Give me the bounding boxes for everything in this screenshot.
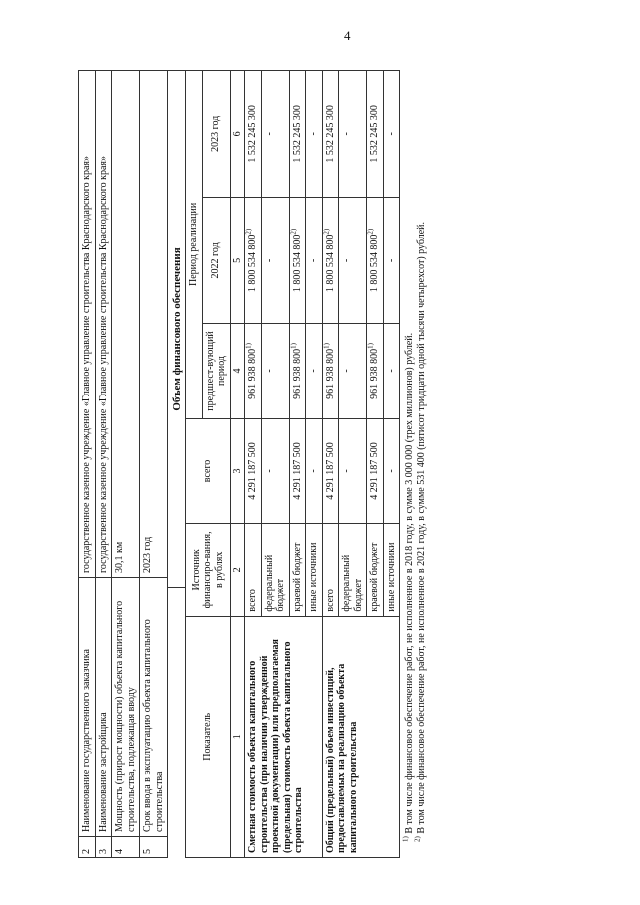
amount-value: - (263, 469, 275, 473)
amount-value: - (341, 369, 352, 373)
amount-value: - (385, 258, 397, 263)
amount-value: 1 532 245 300 (324, 105, 336, 163)
amount-value: - (308, 469, 319, 473)
amount-y2023 (383, 71, 400, 198)
amount-value: 1 532 245 300 (247, 105, 258, 163)
amount-y2023 (245, 71, 262, 198)
footnote-text: В том числе финансовое обеспечение работ, не исполненное в 2021 году, в сумме 531 400 (пятисот тридцати одной тысячи четырехсот) рублей. (416, 221, 427, 834)
amount-y2022 (289, 197, 306, 324)
amount-prev (245, 324, 262, 419)
amount-prev (367, 324, 384, 419)
amount-value: - (385, 469, 397, 473)
header-source: Источник финансиро-вания, в рублях (186, 524, 231, 617)
indicator-name: Общий (предельный) объем инвестиций, предоставляемых на реализацию объекта капитального строительства (322, 616, 400, 857)
amount-value: - (263, 369, 275, 373)
info-n: 5 (140, 837, 168, 858)
info-row (95, 71, 112, 858)
amount-value: 4 291 187 500 (291, 442, 303, 500)
amount-y2023 (322, 71, 339, 198)
info-row (112, 71, 140, 858)
info-value: 2023 год (140, 71, 168, 578)
amount-y2023 (261, 71, 289, 198)
amount-value: 1 800 534 800 (247, 234, 258, 293)
amount-value: 1 800 534 800 (291, 234, 303, 293)
amount-y2022 (322, 197, 339, 324)
footnote-mark: 1) (401, 836, 410, 842)
amount-value: - (308, 369, 319, 373)
funding-source: всего (322, 524, 339, 617)
info-label: Срок ввода в эксплуатацию объекта капитального строительства (140, 578, 168, 837)
amount-prev (322, 324, 339, 419)
amount-value: 4 291 187 500 (247, 442, 258, 500)
amount-value: - (385, 132, 397, 136)
header-period: Период реализации (186, 71, 203, 419)
amount-value: 961 938 800 (324, 348, 336, 399)
amount-prev (306, 324, 323, 419)
footnote-ref: 2) (366, 228, 375, 235)
footnote-ref: 2) (322, 228, 331, 235)
funding-source: краевой бюджет (289, 524, 306, 617)
amount-total (339, 418, 367, 523)
funding-source: всего (245, 524, 262, 617)
footnote-ref: 1) (244, 343, 253, 349)
amount-value: - (263, 258, 275, 263)
info-row (79, 71, 96, 858)
column-index: 3 (230, 418, 245, 523)
footnote-ref: 1) (366, 343, 375, 349)
column-index: 2 (230, 524, 245, 617)
indicator-name: Сметная стоимость объекта капитального строительства (при наличии утвержденной проектной документации) или предполагаемая (предельная) стоимость объекта капитального строительства (245, 616, 323, 857)
column-index: 4 (230, 324, 245, 419)
amount-value: 1 532 245 300 (369, 105, 380, 163)
header-2022: 2022 год (202, 197, 230, 324)
footnote-text: В том числе финансовое обеспечение работ, не исполненное в 2018 году, в сумме 3 000 000 (трех миллионов) рублей. (404, 332, 415, 834)
info-value: государственное казенное учреждение «Главное управление строительства Краснодарского края» (79, 71, 96, 578)
amount-value: 1 800 534 800 (369, 234, 380, 293)
amount-total (322, 418, 339, 523)
column-index: 5 (230, 197, 245, 324)
amount-value: - (385, 369, 397, 373)
amount-value: - (308, 132, 319, 136)
info-n: 4 (112, 837, 140, 858)
info-n: 3 (95, 837, 112, 858)
amount-y2022 (339, 197, 367, 324)
amount-value: 1 800 534 800 (324, 234, 336, 293)
project-info-table (78, 70, 168, 858)
header-prev-period: предшест-вующий период (202, 324, 230, 419)
amount-y2023 (289, 71, 306, 198)
info-n: 2 (79, 837, 96, 858)
header-2023: 2023 год (202, 71, 230, 198)
finance-table (185, 70, 400, 858)
amount-prev (339, 324, 367, 419)
amount-y2023 (367, 71, 384, 198)
amount-y2022 (261, 197, 289, 324)
footnote-ref: 1) (322, 343, 331, 349)
amount-value: 961 938 800 (369, 348, 380, 399)
column-index: 1 (230, 616, 245, 857)
funding-source: федеральный бюджет (261, 524, 289, 617)
amount-value: 1 532 245 300 (291, 105, 303, 163)
amount-total (383, 418, 400, 523)
amount-value: - (341, 258, 352, 263)
footnote (413, 70, 428, 856)
info-label: Наименование застройщика (95, 578, 112, 837)
info-label: Наименование государственного заказчика (79, 578, 96, 837)
amount-y2022 (306, 197, 323, 324)
amount-value: - (263, 132, 275, 136)
amount-value: 961 938 800 (291, 348, 303, 399)
amount-y2022 (245, 197, 262, 324)
info-row (140, 71, 168, 858)
amount-total (261, 418, 289, 523)
footnote-mark: 2) (413, 836, 422, 842)
info-value: 30,1 км (112, 71, 140, 578)
amount-y2022 (367, 197, 384, 324)
amount-total (245, 418, 262, 523)
amount-y2022 (383, 197, 400, 324)
funding-source: иные источники (306, 524, 323, 617)
amount-y2023 (339, 71, 367, 198)
amount-value: 4 291 187 500 (324, 442, 336, 500)
header-total: всего (186, 418, 231, 523)
page-number: 4 (344, 28, 351, 43)
amount-value: - (341, 469, 352, 473)
amount-value: 4 291 187 500 (369, 442, 380, 500)
table-row (322, 71, 339, 858)
column-index: 6 (230, 71, 245, 198)
funding-source: иные источники (383, 524, 400, 617)
amount-prev (383, 324, 400, 419)
amount-total (289, 418, 306, 523)
footnote-ref: 2) (244, 228, 253, 235)
amount-total (367, 418, 384, 523)
amount-prev (261, 324, 289, 419)
funding-source: краевой бюджет (367, 524, 384, 617)
header-indicator: Показатель (186, 616, 231, 857)
footnote (401, 70, 416, 856)
info-label: Мощность (прирост мощности) объекта капитального строительства, подлежащая вводу (112, 578, 140, 837)
footnote-ref: 2) (289, 228, 298, 235)
amount-value: - (308, 258, 319, 263)
table-row (245, 71, 262, 858)
funding-source: федеральный бюджет (339, 524, 367, 617)
amount-prev (289, 324, 306, 419)
amount-value: 961 938 800 (247, 348, 258, 399)
amount-total (306, 418, 323, 523)
finance-caption: Объем финансового обеспечения (168, 70, 185, 588)
info-value: государственное казенное учреждение «Главное управление строительства Краснодарского края» (95, 71, 112, 578)
footnote-ref: 1) (289, 343, 298, 349)
amount-y2023 (306, 71, 323, 198)
rotated-landscape-content (78, 70, 616, 858)
amount-value: - (341, 132, 352, 136)
footnotes (401, 70, 428, 858)
